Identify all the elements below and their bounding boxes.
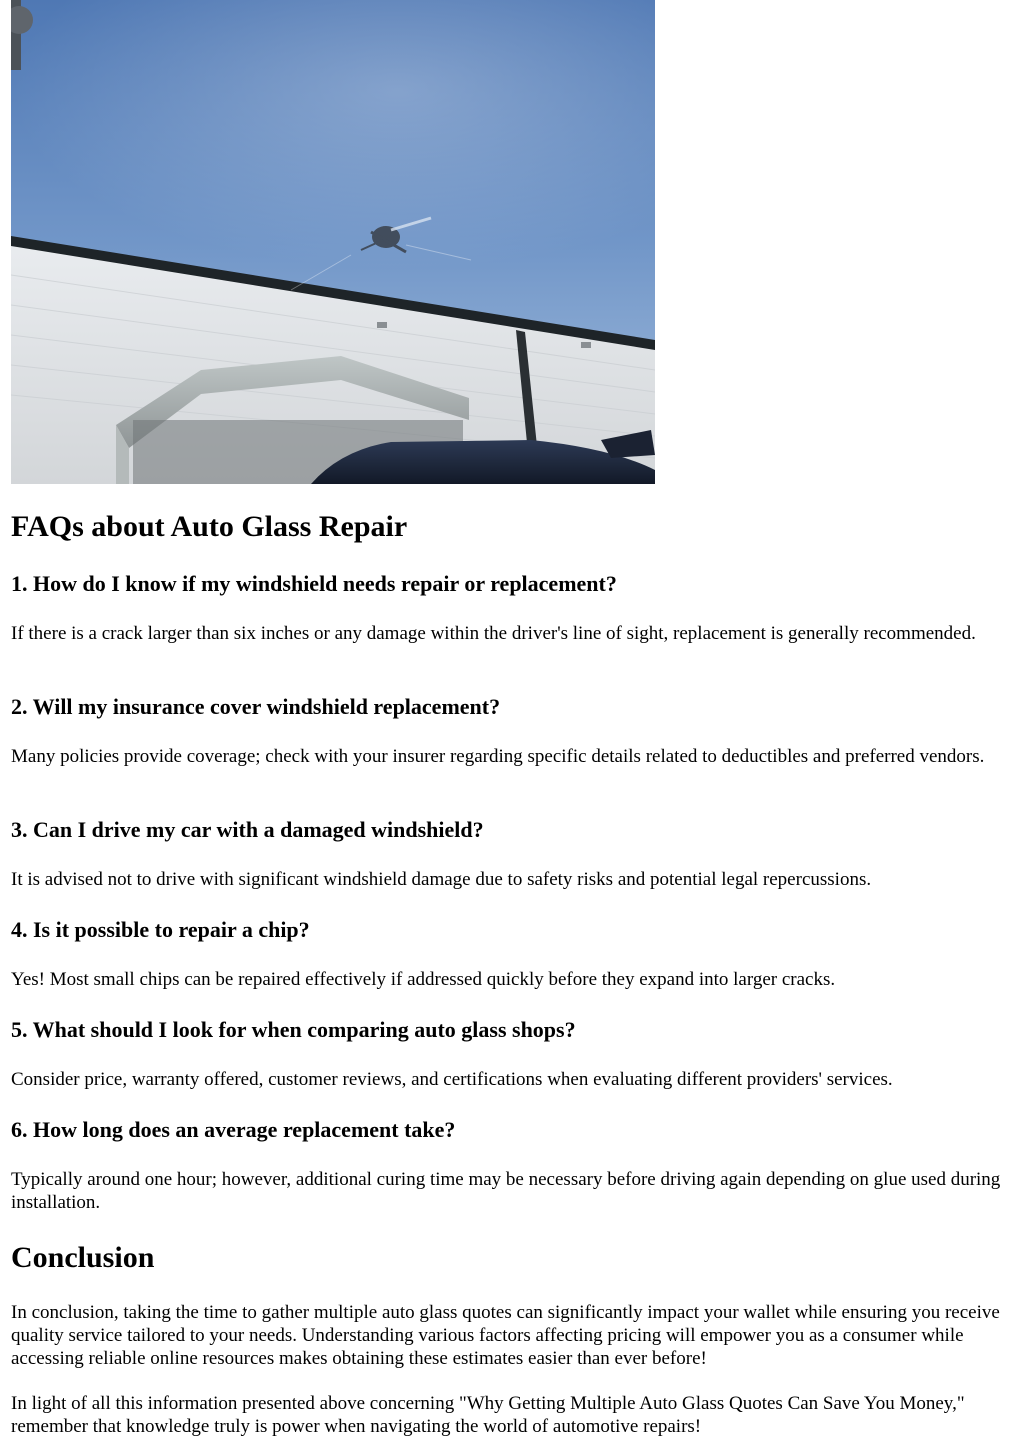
faq-question: 2. Will my insurance cover windshield replacement? [11,694,501,719]
faq-item [11,1116,1015,1214]
faq-answer: Typically around one hour; however, additional curing time may be necessary before driving again depending on glue used during installation. [11,1169,1001,1213]
faq-item [11,916,1015,991]
faq-answer: Yes! Most small chips can be repaired effectively if addressed quickly before they expand into larger cracks. [11,969,836,990]
faq-item [11,816,1015,891]
faq-item [11,570,1015,645]
conclusion-paragraph: In conclusion, taking the time to gather multiple auto glass quotes can significantly impact your wallet while ensuring you receive quality service tailored to your needs. Understanding various factors affecting pricing will empower you as a consumer while accessing reliable online resources makes obtaining these estimates easier than ever before! [11,1302,1000,1369]
faq-answer: Consider price, warranty offered, customer reviews, and certifications when evaluating different providers' services. [11,1069,893,1090]
windshield-photo [11,0,655,484]
faq-item [11,1016,1015,1091]
faq-question: 3. Can I drive my car with a damaged windshield? [11,817,484,842]
article-content [11,0,1015,1437]
conclusion-heading: Conclusion [11,1241,155,1274]
conclusion-paragraph: In light of all this information presented above concerning "Why Getting Multiple Auto Glass Quotes Can Save You Money," remember that knowledge truly is power when navigating the world of automotive repairs! [11,1393,965,1437]
faq-heading: FAQs about Auto Glass Repair [11,510,408,543]
faq-question: 6. How long does an average replacement take? [11,1117,456,1142]
faq-question: 1. How do I know if my windshield needs repair or replacement? [11,571,617,596]
faq-item [11,693,1015,768]
faq-question: 4. Is it possible to repair a chip? [11,917,310,942]
faq-answer: If there is a crack larger than six inches or any damage within the driver's line of sight, replacement is generally recommended. [11,623,976,644]
faq-question: 5. What should I look for when comparing auto glass shops? [11,1017,576,1042]
faq-answer: It is advised not to drive with significant windshield damage due to safety risks and potential legal repercussions. [11,869,872,890]
faq-answer: Many policies provide coverage; check with your insurer regarding specific details related to deductibles and preferred vendors. [11,746,985,767]
